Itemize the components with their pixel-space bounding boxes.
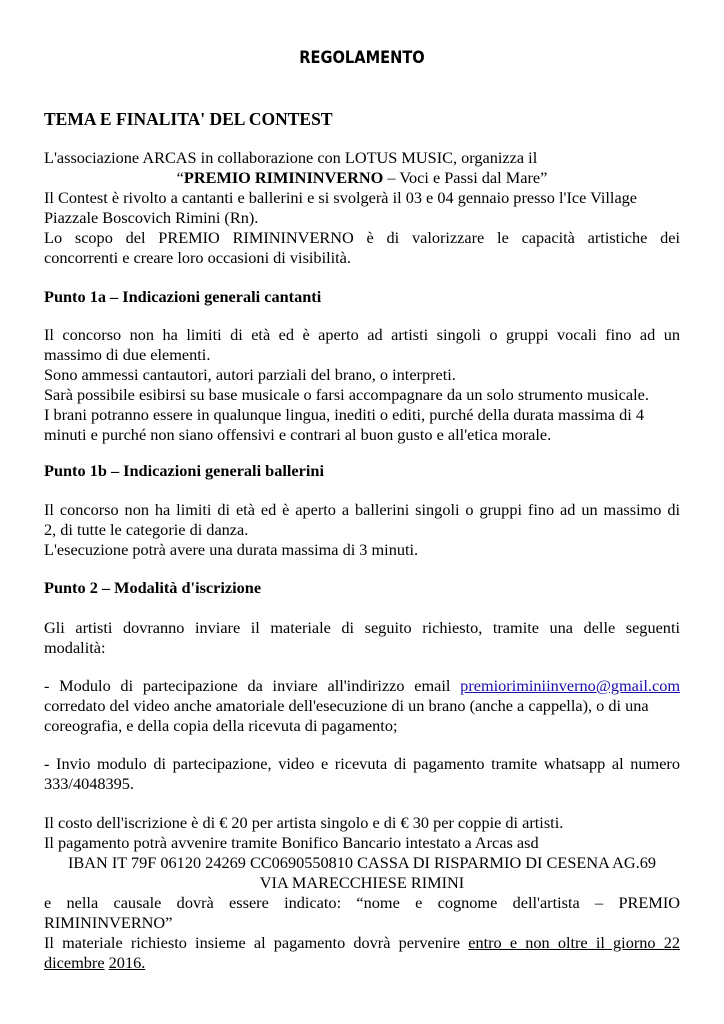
paragraph-line: concorrenti e creare loro occasioni di visibilità.: [44, 248, 351, 267]
paragraph-line: coreografia, e della copia della ricevuta di pagamento;: [44, 716, 398, 735]
paragraph-line: Sono ammessi cantautori, autori parziali del brano, o interpreti.: [44, 365, 456, 384]
paragraph-line: Il concorso non ha limiti di età ed è aperto a ballerini singoli o gruppi fino ad un massimo di: [44, 500, 680, 519]
paragraph-line: L'associazione ARCAS in collaborazione con LOTUS MUSIC, organizza il: [44, 148, 538, 167]
deadline-line: [44, 933, 680, 953]
contest-name-line: [44, 168, 680, 188]
document-title: REGOLAMENTO: [299, 48, 425, 68]
paragraph-line: Il concorso non ha limiti di età ed è aperto ad artisti singoli o gruppi vocali fino ad un: [44, 325, 680, 344]
section-2-intro: [44, 618, 680, 658]
deadline-date: entro e non oltre il giorno 22: [468, 933, 680, 952]
cost-line: Il costo dell'iscrizione è di € 20 per artista singolo e di € 30 per coppie di artisti.: [44, 813, 564, 832]
section-1b-body: [44, 500, 680, 560]
option-email-text: - Modulo di partecipazione da inviare all'indirizzo email: [44, 676, 461, 695]
section-heading-1a: Punto 1a – Indicazioni generali cantanti: [44, 287, 322, 306]
paragraph-line: minuti e purché non siano offensivi e contrari al buon gusto e all'etica morale.: [44, 425, 552, 444]
iban-line: IBAN IT 79F 06120 24269 CC0690550810 CASSA DI RISPARMIO DI CESENA AG.69: [67, 853, 656, 872]
deadline-year: 2016.: [108, 953, 146, 972]
contest-name: PREMIO RIMININVERNO: [183, 168, 384, 187]
paragraph-line: Piazzale Boscovich Rimini (Rn).: [44, 208, 259, 227]
quote-mark: “: [176, 168, 184, 187]
option-email-line: [44, 676, 680, 696]
section-heading-tema: TEMA E FINALITA' DEL CONTEST: [44, 109, 333, 129]
contest-subtitle: – Voci e Passi dal Mare”: [383, 168, 548, 187]
deadline-text: Il materiale richiesto insieme al pagamento dovrà pervenire: [44, 933, 469, 952]
paragraph-line: Gli artisti dovranno inviare il materiale di seguito richiesto, tramite una delle seguenti: [44, 618, 680, 637]
bank-address-line: VIA MARECCHIESE RIMINI: [259, 873, 465, 892]
paragraph-line: Sarà possibile esibirsi su base musicale o farsi accompagnare da un solo strumento musicale.: [44, 385, 649, 404]
causale-line: RIMININVERNO”: [44, 913, 173, 932]
section-heading-2: Punto 2 – Modalità d'iscrizione: [44, 578, 262, 597]
option-whatsapp: [44, 754, 680, 794]
paragraph-line: massimo di due elementi.: [44, 345, 211, 364]
paragraph-line: I brani potranno essere in qualunque lingua, inediti o editi, purché della durata massima di 4: [44, 405, 644, 424]
paragraph-line: Lo scopo del PREMIO RIMININVERNO è di valorizzare le capacità artistiche dei: [44, 228, 680, 247]
payment-info: [44, 813, 680, 973]
paragraph-line: corredato del video anche amatoriale dell'esecuzione di un brano (anche a cappella), o di una: [44, 696, 649, 715]
paragraph-line: Il Contest è rivolto a cantanti e ballerini e si svolgerà il 03 e 04 gennaio presso l'Ice Village: [44, 188, 638, 207]
section-tema-body: [44, 148, 680, 268]
paragraph-line: - Invio modulo di partecipazione, video e ricevuta di pagamento tramite whatsapp al numero: [44, 754, 680, 773]
option-email: [44, 676, 680, 736]
section-heading-1b: Punto 1b – Indicazioni generali ballerini: [44, 461, 324, 480]
paragraph-line: 333/4048395.: [44, 774, 135, 793]
paragraph-line: modalità:: [44, 638, 106, 657]
payment-line: Il pagamento potrà avvenire tramite Bonifico Bancario intestato a Arcas asd: [44, 833, 539, 852]
email-link[interactable]: premioriminiinverno@gmail.com: [460, 676, 680, 695]
causale-line: e nella causale dovrà essere indicato: “nome e cognome dell'artista – PREMIO: [44, 893, 680, 912]
deadline-line: [44, 953, 680, 973]
section-1a-body: [44, 325, 680, 445]
deadline-month: dicembre: [44, 953, 105, 972]
paragraph-line: L'esecuzione potrà avere una durata massima di 3 minuti.: [44, 540, 419, 559]
paragraph-line: 2, di tutte le categorie di danza.: [44, 520, 249, 539]
